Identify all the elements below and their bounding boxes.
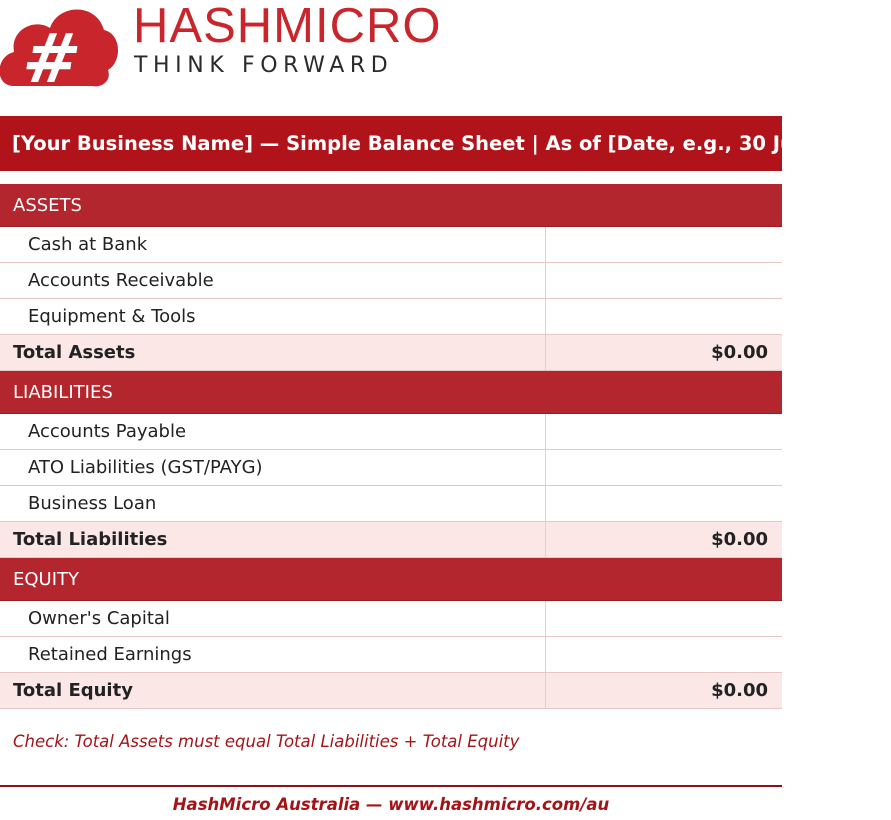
total-label: Total Equity	[13, 680, 133, 701]
table-row	[0, 450, 782, 486]
total-row-liabilities	[0, 522, 782, 558]
total-value-cell	[545, 335, 782, 370]
value-cell[interactable]	[545, 263, 782, 298]
value-cell[interactable]	[545, 299, 782, 334]
value-cell[interactable]	[545, 486, 782, 521]
footer-divider	[0, 785, 782, 787]
total-value-cell	[545, 673, 782, 708]
total-amount: $0.00	[711, 342, 768, 363]
row-label: Accounts Payable	[28, 421, 187, 442]
table-row	[0, 299, 782, 335]
row-label: Owner's Capital	[28, 608, 170, 629]
value-cell[interactable]	[545, 414, 782, 449]
value-cell[interactable]	[545, 601, 782, 636]
section-header-equity	[0, 558, 782, 601]
row-label: Cash at Bank	[28, 234, 148, 255]
table-row	[0, 263, 782, 299]
brand-tagline: THINK FORWARD	[134, 53, 394, 78]
logo-hash-glyph: #	[17, 20, 86, 99]
hashmicro-logo	[0, 0, 782, 112]
footer-text: HashMicro Australia — www.hashmicro.com/au	[172, 795, 610, 814]
row-label: Accounts Receivable	[28, 270, 214, 291]
title-bar	[0, 116, 891, 171]
value-cell[interactable]	[545, 637, 782, 672]
total-label: Total Liabilities	[13, 529, 168, 550]
value-cell[interactable]	[545, 227, 782, 262]
section-header-liabilities	[0, 371, 782, 414]
total-row-equity	[0, 673, 782, 709]
section-title: ASSETS	[13, 195, 82, 216]
total-amount: $0.00	[711, 680, 768, 701]
table-row	[0, 414, 782, 450]
total-amount: $0.00	[711, 529, 768, 550]
table-row	[0, 227, 782, 263]
sheet-title: [Your Business Name] — Simple Balance Sheet | As of [Date, e.g., 30 June 2025]	[12, 132, 891, 155]
row-label: Retained Earnings	[28, 644, 192, 665]
table-row	[0, 601, 782, 637]
row-label: Business Loan	[28, 493, 157, 514]
row-label: Equipment & Tools	[28, 306, 196, 327]
table-row	[0, 637, 782, 673]
value-cell[interactable]	[545, 450, 782, 485]
section-header-assets	[0, 184, 782, 227]
section-title: LIABILITIES	[13, 382, 113, 403]
balance-sheet-table	[0, 184, 782, 709]
total-row-assets	[0, 335, 782, 371]
total-label: Total Assets	[13, 342, 136, 363]
table-row	[0, 486, 782, 522]
row-label: ATO Liabilities (GST/PAYG)	[28, 457, 263, 478]
cloud-hash-logo-icon	[0, 0, 118, 99]
check-note: Check: Total Assets must equal Total Liabilities + Total Equity	[13, 732, 520, 751]
section-title: EQUITY	[13, 569, 80, 590]
brand-name: HASHMICRO	[133, 0, 442, 53]
total-value-cell	[545, 522, 782, 557]
